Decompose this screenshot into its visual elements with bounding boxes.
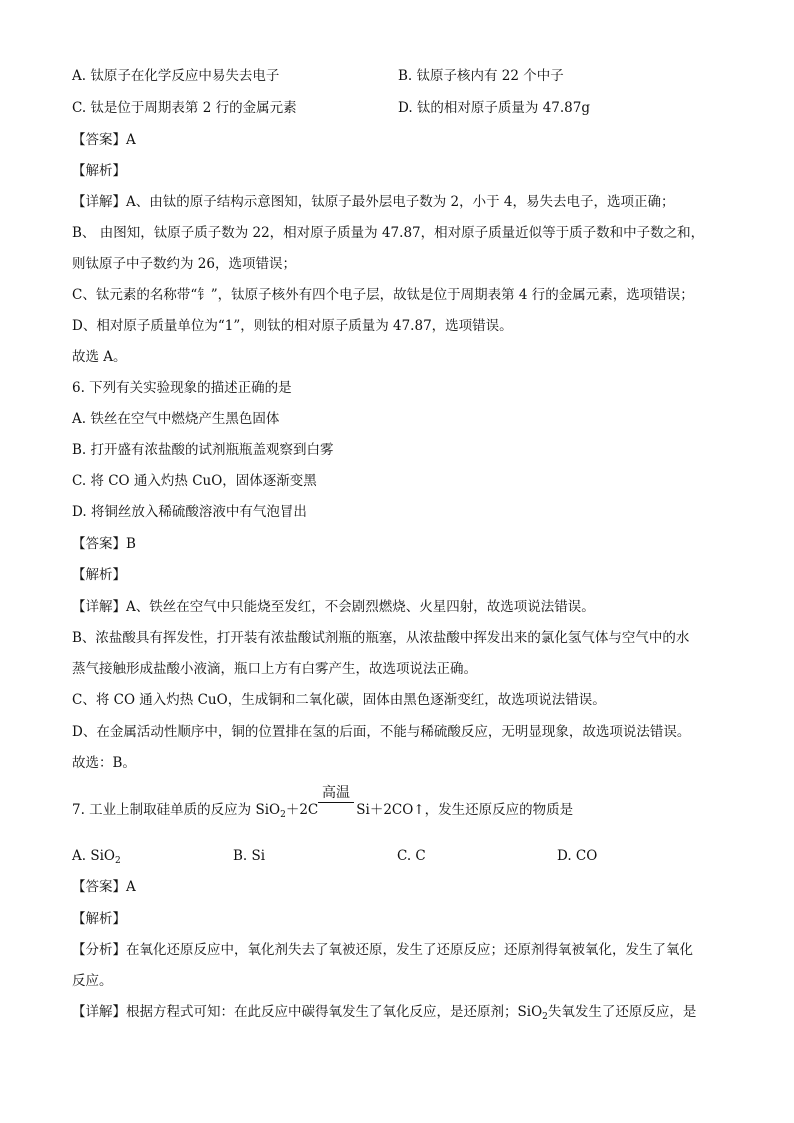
q7-option-c: C. C — [397, 848, 426, 864]
detail-d: D、相对原子质量单位为“1”，则钛的相对原子质量为 47.87，选项错误。 — [72, 318, 513, 334]
q7-answer-line — [72, 877, 136, 897]
q6-detail-b-line2: 蒸气接触形成盐酸小液滴，瓶口上方有白雾产生，故选项说法正确。 — [72, 661, 477, 677]
q6-option-c: C. 将 CO 通入灼热 CuO，固体逐渐变黑 — [72, 473, 317, 489]
fenxi-text: 在氧化还原反应中，氧化剂失去了氧被还原，发生了还原反应；还原剂得氧被氧化，发生了氧化 — [126, 942, 693, 958]
answer-line — [72, 130, 136, 150]
answer-value: A — [126, 132, 136, 148]
condition-label: 高温 — [322, 785, 350, 801]
q6-conclusion: 故选：B。 — [72, 755, 136, 771]
stem-after: Si＋2CO↑，发生还原反应的物质是 — [356, 802, 574, 818]
question-7-stem — [72, 800, 573, 825]
detail-a — [72, 192, 675, 212]
detail-b-line1: B、 由图知，钛原子质子数为 22，相对原子质量为 47.87，相对原子质量近似等于质子数和中子数之和， — [72, 225, 705, 241]
detail-text-cont: 失氧发生了还原反应，是 — [547, 1004, 697, 1020]
q6-analysis-tag: 【解析】 — [72, 567, 126, 583]
q6-option-d: D. 将铜丝放入稀硫酸溶液中有气泡冒出 — [72, 504, 307, 520]
option-d: D. 钛的相对原子质量为 47.87g — [398, 100, 591, 116]
subscript: 2 — [114, 856, 121, 866]
option-text: A. SiO — [72, 848, 115, 864]
q7-option-d: D. CO — [557, 848, 598, 864]
q7-detail-line1 — [72, 1002, 696, 1027]
option-c: C. 钛是位于周期表第 2 行的金属元素 — [72, 100, 297, 116]
q7-option-a — [72, 846, 121, 871]
reaction-arrow-line — [318, 802, 354, 803]
q7-option-b: B. Si — [233, 848, 266, 864]
detail-text: A、铁丝在空气中只能烧至发红，不会剧烈燃烧、火星四射，故选项说法错误。 — [126, 599, 595, 615]
q6-detail-c: C、将 CO 通入灼热 CuO，生成铜和二氧化碳，固体由黑色逐渐变红，故选项说法错误。 — [72, 692, 606, 708]
fenxi-tag: 【分析】 — [72, 942, 126, 958]
stem-mid: ＋2C — [285, 802, 319, 818]
answer-tag: 【答案】 — [72, 132, 126, 148]
answer-tag: 【答案】 — [72, 536, 126, 552]
q7-fenxi-line1 — [72, 940, 693, 960]
stem-prefix: 7. 工业上制取硅单质的反应为 SiO — [72, 802, 281, 818]
detail-text: A、由钛的原子结构示意图知，钛原子最外层电子数为 2，小于 4，易失去电子，选项正确； — [126, 194, 675, 210]
q6-detail-d: D、在金属活动性顺序中，铜的位置排在氢的后面，不能与稀硫酸反应，无明显现象，故选项说法错误。 — [72, 724, 691, 740]
analysis-tag: 【解析】 — [72, 163, 126, 179]
answer-value: B — [126, 536, 136, 552]
q6-answer-line — [72, 534, 136, 554]
q6-detail-a — [72, 597, 595, 617]
subscript: 2 — [542, 1012, 548, 1022]
option-b: B. 钛原子核内有 22 个中子 — [398, 68, 564, 84]
detail-tag: 【详解】 — [72, 599, 126, 615]
q6-option-b: B. 打开盛有浓盐酸的试剂瓶瓶盖观察到白雾 — [72, 442, 334, 458]
conclusion: 故选 A。 — [72, 349, 127, 365]
q7-analysis-tag: 【解析】 — [72, 911, 126, 927]
q7-fenxi-line2: 反应。 — [72, 973, 113, 989]
detail-tag: 【详解】 — [72, 194, 126, 210]
question-6-stem: 6. 下列有关实验现象的描述正确的是 — [72, 380, 292, 396]
detail-tag: 【详解】 — [72, 1004, 126, 1020]
subscript: 2 — [280, 810, 286, 820]
detail-c: C、钛元素的名称带“钅”，钛原子核外有四个电子层，故钛是位于周期表第 4 行的金属元素，选项错误； — [72, 287, 694, 303]
detail-text: 根据方程式可知：在此反应中碳得氧发生了氧化反应，是还原剂；SiO — [126, 1004, 543, 1020]
option-a: A. 钛原子在化学反应中易失去电子 — [72, 68, 280, 84]
answer-tag: 【答案】 — [72, 879, 126, 895]
q6-detail-b-line1: B、浓盐酸具有挥发性，打开装有浓盐酸试剂瓶的瓶塞，从浓盐酸中挥发出来的氯化氢气体与空气中的水 — [72, 630, 690, 646]
q6-option-a: A. 铁丝在空气中燃烧产生黑色固体 — [72, 411, 280, 427]
reaction-condition — [316, 785, 356, 803]
detail-b-line2: 则钛原子中子数约为 26，选项错误； — [72, 256, 296, 272]
answer-value: A — [126, 879, 136, 895]
